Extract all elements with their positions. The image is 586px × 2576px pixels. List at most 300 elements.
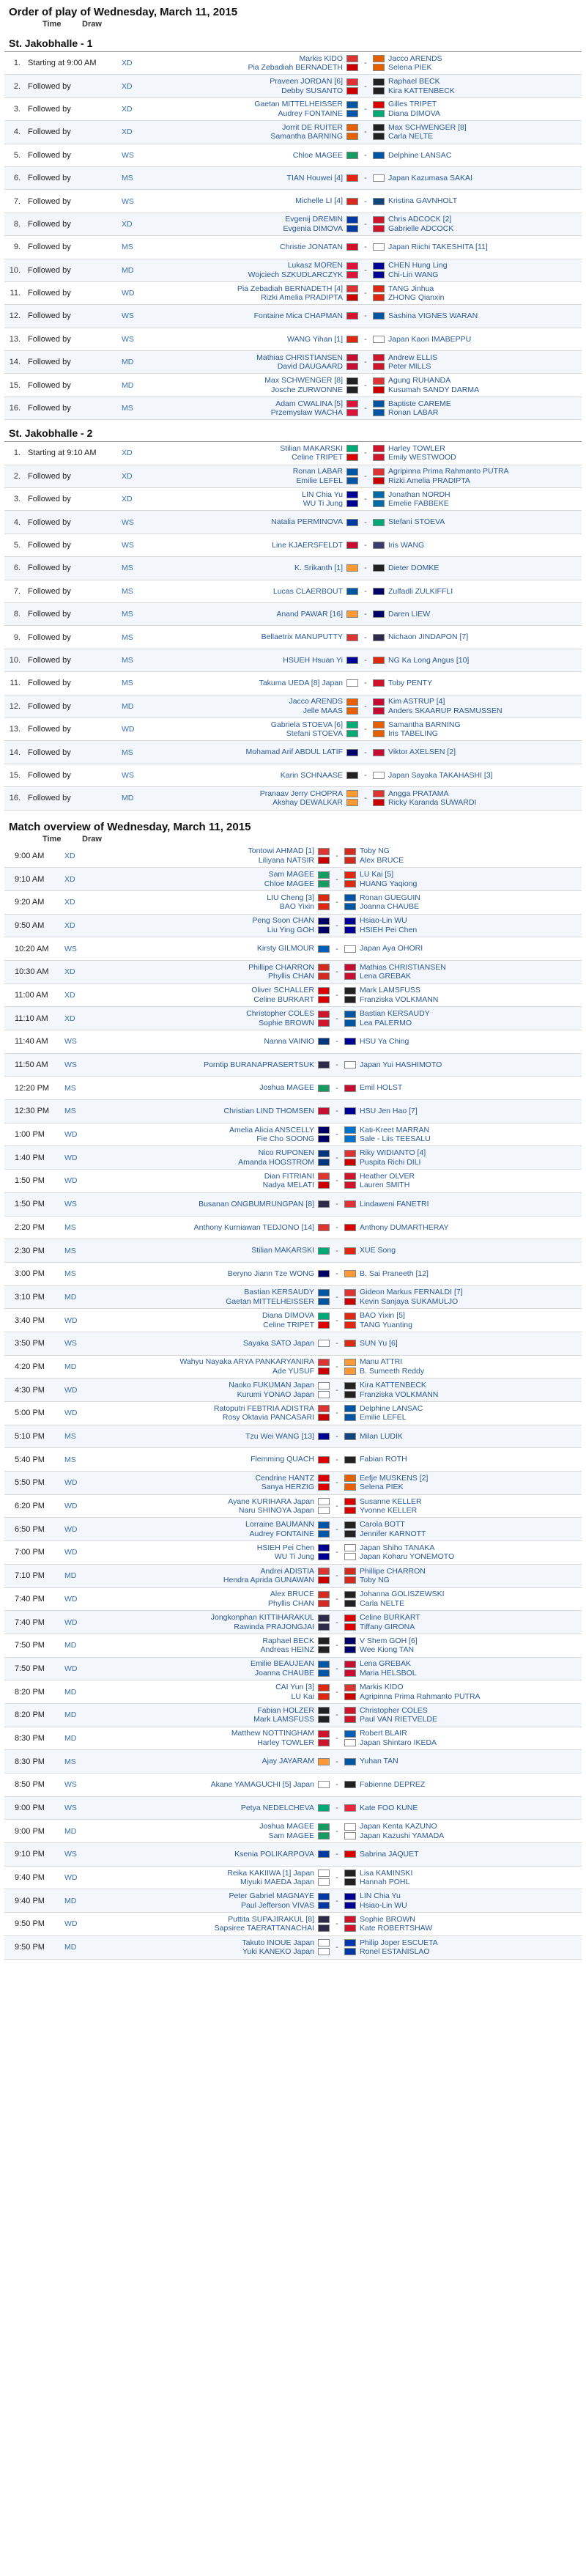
player-link[interactable]: Gaetan MITTELHEISSER — [226, 1296, 314, 1306]
player-link[interactable]: Joshua MAGEE — [259, 1083, 314, 1093]
player-link[interactable]: Iris WANG — [388, 540, 425, 550]
player-link[interactable]: Samantha BARNING — [270, 132, 343, 141]
player-link[interactable]: WU Ti Jung — [303, 499, 343, 509]
draw-link[interactable]: XD — [122, 449, 133, 458]
draw-link[interactable]: MD — [64, 1687, 77, 1697]
draw-link[interactable]: MD — [64, 1943, 77, 1952]
player-link[interactable]: Emilie LEFEL — [360, 1413, 407, 1422]
draw-link[interactable]: WD — [122, 289, 135, 298]
player-link[interactable]: Japan Shiho TANAKA — [360, 1543, 435, 1552]
player-link[interactable]: Daren LIEW — [388, 609, 431, 619]
player-link[interactable]: HSU Ya Ching — [360, 1037, 409, 1047]
player-link[interactable]: Anders SKAARUP RASMUSSEN — [388, 706, 502, 715]
player-link[interactable]: CHEN Hung Ling — [388, 261, 448, 270]
player-link[interactable]: Milan LUDIK — [360, 1431, 403, 1441]
player-link[interactable]: Kristina GAVNHOLT — [388, 196, 458, 206]
draw-link[interactable]: WD — [64, 1478, 78, 1488]
player-link[interactable]: Pia Zebadiah BERNADETH — [248, 63, 343, 73]
draw-link[interactable]: WD — [64, 1176, 78, 1186]
player-link[interactable]: Celine TRIPET — [263, 1320, 314, 1329]
player-link[interactable]: Yvonne KELLER — [360, 1506, 418, 1516]
player-link[interactable]: TANG Yuanting — [360, 1320, 412, 1329]
player-link[interactable]: Jacco ARENDS — [289, 697, 343, 706]
draw-link[interactable]: WS — [64, 1339, 77, 1348]
player-link[interactable]: Stefani STOEVA — [286, 729, 343, 739]
player-link[interactable]: Audrey FONTAINE — [278, 108, 343, 118]
draw-link[interactable]: WS — [122, 541, 134, 550]
player-link[interactable]: LU Kai [5] — [360, 870, 394, 879]
player-link[interactable]: Kira KATTENBECK — [360, 1381, 426, 1390]
player-link[interactable]: Agripinna Prima Rahmanto PUTRA — [388, 467, 509, 476]
player-link[interactable]: Adam CWALINA [5] — [275, 399, 343, 408]
draw-link[interactable]: WD — [64, 1385, 78, 1395]
player-link[interactable]: Kira KATTENBECK — [388, 86, 455, 95]
player-link[interactable]: Tontowi AHMAD [1] — [248, 846, 314, 856]
player-link[interactable]: Ronan GUEGUIN — [360, 893, 420, 902]
player-link[interactable]: Stefani STOEVA — [388, 517, 445, 527]
player-link[interactable]: Franziska VOLKMANN — [360, 994, 439, 1004]
player-link[interactable]: Japan Kenta KAZUNO — [360, 1822, 437, 1831]
draw-link[interactable]: WS — [122, 311, 134, 321]
draw-link[interactable]: XD — [64, 898, 75, 907]
draw-link[interactable]: WS — [122, 334, 134, 344]
player-link[interactable]: Chloe MAGEE — [292, 150, 343, 160]
player-link[interactable]: Harley TOWLER — [257, 1738, 314, 1747]
player-link[interactable]: Christopher COLES — [246, 1009, 314, 1019]
draw-link[interactable]: XD — [64, 874, 75, 884]
player-link[interactable]: Josche ZURWONNE — [271, 385, 343, 394]
player-link[interactable]: Riky WIDIANTO [4] — [360, 1148, 426, 1158]
draw-link[interactable]: MD — [122, 701, 134, 711]
player-link[interactable]: Liu Ying GOH — [267, 925, 314, 934]
draw-link[interactable]: WS — [64, 1780, 77, 1790]
player-link[interactable]: Kati-Kreet MARRAN — [360, 1125, 430, 1134]
player-link[interactable]: Sanya HERZIG — [261, 1483, 314, 1492]
player-link[interactable]: Sam MAGEE — [268, 870, 314, 879]
player-link[interactable]: Christie JONATAN — [280, 243, 343, 252]
draw-link[interactable]: MS — [64, 1083, 76, 1093]
player-link[interactable]: Japan Yui HASHIMOTO — [360, 1060, 442, 1069]
player-link[interactable]: Tiffany GIRONA — [360, 1622, 415, 1631]
draw-link[interactable]: MS — [122, 564, 133, 573]
player-link[interactable]: Lindaweni FANETRI — [360, 1199, 429, 1208]
draw-link[interactable]: XD — [122, 104, 133, 114]
player-link[interactable]: HSUEH Hsuan Yi — [283, 655, 343, 665]
player-link[interactable]: Sabrina JAQUET — [360, 1850, 419, 1859]
draw-link[interactable]: MS — [122, 586, 133, 596]
player-link[interactable]: Fabian ROTH — [360, 1455, 407, 1464]
player-link[interactable]: Ksenia POLIKARPOVA — [234, 1850, 314, 1859]
player-link[interactable]: Sophie BROWN — [259, 1018, 314, 1027]
player-link[interactable]: Max SCHWENGER [8] — [264, 376, 343, 385]
player-link[interactable]: Lucas CLAERBOUT — [272, 586, 343, 596]
player-link[interactable]: Jelle MAAS — [303, 706, 343, 715]
player-link[interactable]: Peng Soon CHAN — [252, 916, 314, 926]
player-link[interactable]: Gabrielle ADCOCK — [388, 224, 454, 233]
player-link[interactable]: Toby PENTY — [388, 679, 433, 688]
player-link[interactable]: TIAN Houwei [4] — [286, 173, 343, 182]
draw-link[interactable]: WD — [64, 1664, 78, 1673]
player-link[interactable]: Miyuki MAEDA Japan — [240, 1878, 314, 1887]
draw-link[interactable]: XD — [64, 851, 75, 860]
player-link[interactable]: Gideon Markus FERNALDI [7] — [360, 1288, 463, 1297]
player-link[interactable]: WU Ti Jung — [274, 1552, 314, 1562]
player-link[interactable]: Robert BLAIR — [360, 1729, 407, 1738]
player-link[interactable]: Heather OLVER — [360, 1171, 415, 1181]
player-link[interactable]: Japan Shintaro IKEDA — [360, 1738, 437, 1747]
player-link[interactable]: Anthony DUMARTHERAY — [360, 1222, 449, 1232]
draw-link[interactable]: XD — [122, 81, 133, 91]
player-link[interactable]: Max SCHWENGER [8] — [388, 122, 467, 132]
player-link[interactable]: WANG Yihan [1] — [286, 334, 343, 344]
player-link[interactable]: Takuto INOUE Japan — [242, 1938, 314, 1947]
player-link[interactable]: Joshua MAGEE — [259, 1822, 314, 1831]
player-link[interactable]: Kirsty GILMOUR — [256, 944, 314, 953]
player-link[interactable]: Anand PAWAR [16] — [276, 609, 343, 619]
player-link[interactable]: Zulfadli ZULKIFFLI — [388, 586, 453, 596]
player-link[interactable]: Kim ASTRUP [4] — [388, 697, 445, 706]
draw-link[interactable]: MD — [64, 1292, 77, 1302]
player-link[interactable]: LIU Cheng [3] — [267, 893, 314, 902]
player-link[interactable]: Petya NEDELCHEVA — [240, 1803, 314, 1812]
player-link[interactable]: Bellaetrix MANUPUTTY — [261, 632, 343, 642]
player-link[interactable]: Paul Jefferson VIVAS — [240, 1900, 314, 1910]
draw-link[interactable]: WS — [64, 944, 77, 953]
player-link[interactable]: Markis KIDO — [299, 53, 343, 63]
draw-link[interactable]: MS — [64, 1246, 76, 1255]
player-link[interactable]: Sashina VIGNES WARAN — [388, 311, 478, 321]
player-link[interactable]: CAI Yun [3] — [275, 1683, 314, 1692]
player-link[interactable]: Agripinna Prima Rahmanto PUTRA — [360, 1691, 481, 1701]
player-link[interactable]: Hsiao-Lin WU — [360, 916, 407, 926]
player-link[interactable]: Ronan LABAR — [292, 467, 343, 476]
draw-link[interactable]: WD — [64, 1873, 78, 1883]
player-link[interactable]: Angga PRATAMA — [388, 789, 449, 798]
player-link[interactable]: Wee Kiong TAN — [360, 1645, 415, 1655]
draw-link[interactable]: WS — [64, 1200, 77, 1209]
player-link[interactable]: Selena PIEK — [360, 1483, 404, 1492]
player-link[interactable]: Wojciech SZKUDLARCZYK — [248, 270, 343, 279]
player-link[interactable]: Japan Riichi TAKESHITA [11] — [388, 243, 488, 252]
player-link[interactable]: Viktor AXELSEN [2] — [388, 748, 456, 757]
player-link[interactable]: Lauren SMITH — [360, 1181, 410, 1190]
player-link[interactable]: Diana DIMOVA — [262, 1311, 314, 1321]
player-link[interactable]: NG Ka Long Angus [10] — [388, 655, 470, 665]
player-link[interactable]: Kevin Sanjaya SUKAMULJO — [360, 1296, 459, 1306]
player-link[interactable]: Delphine LANSAC — [360, 1403, 423, 1413]
player-link[interactable]: Johanna GOLISZEWSKI — [360, 1590, 445, 1599]
player-link[interactable]: Rizki Amelia PRADIPTA — [388, 476, 470, 485]
player-link[interactable]: Jorrit DE RUITER — [282, 122, 343, 132]
player-link[interactable]: Gabriela STOEVA [6] — [270, 720, 343, 729]
player-link[interactable]: Alex BRUCE — [360, 855, 404, 865]
draw-link[interactable]: MD — [122, 794, 134, 803]
player-link[interactable]: Nanna VAINIO — [264, 1037, 314, 1047]
player-link[interactable]: Mathias CHRISTIANSEN — [360, 962, 446, 972]
player-link[interactable]: Bastian KERSAUDY — [360, 1009, 430, 1019]
draw-link[interactable]: MS — [64, 1107, 76, 1116]
player-link[interactable]: Phyllis CHAN — [267, 972, 314, 981]
player-link[interactable]: Evgenia DIMOVA — [283, 224, 343, 233]
player-link[interactable]: Raphael BECK — [262, 1636, 314, 1645]
player-link[interactable]: Joanna CHAUBE — [254, 1668, 314, 1678]
player-link[interactable]: Eefje MUSKENS [2] — [360, 1473, 429, 1483]
draw-link[interactable]: MD — [122, 380, 134, 390]
player-link[interactable]: Gaetan MITTELHEISSER — [254, 100, 343, 109]
player-link[interactable]: Philip Joper ESCUETA — [360, 1938, 438, 1947]
player-link[interactable]: Chris ADCOCK [2] — [388, 215, 452, 224]
player-link[interactable]: BAO Yixin [5] — [360, 1311, 405, 1321]
player-link[interactable]: ZHONG Qianxin — [388, 293, 445, 303]
player-link[interactable]: Sayaka SATO Japan — [242, 1339, 314, 1348]
player-link[interactable]: Reika KAKIIWA [1] Japan — [227, 1868, 314, 1878]
player-link[interactable]: Stilian MAKARSKI — [251, 1246, 314, 1255]
player-link[interactable]: Baptiste CAREME — [388, 399, 451, 408]
player-link[interactable]: Ronel ESTANISLAO — [360, 1947, 430, 1957]
player-link[interactable]: Franziska VOLKMANN — [360, 1390, 439, 1399]
player-link[interactable]: Selena PIEK — [388, 63, 432, 73]
player-link[interactable]: Yuki KANEKO Japan — [242, 1947, 314, 1957]
draw-link[interactable]: WD — [64, 1153, 78, 1162]
player-link[interactable]: Sapsiree TAERATTANACHAI — [214, 1924, 314, 1933]
draw-link[interactable]: MS — [122, 174, 133, 183]
player-link[interactable]: Natalia PERMINOVA — [271, 517, 343, 527]
player-link[interactable]: Dieter DOMKE — [388, 564, 440, 573]
player-link[interactable]: Carla NELTE — [388, 132, 434, 141]
draw-link[interactable]: MS — [64, 1222, 76, 1232]
player-link[interactable]: Line KJAERSFELDT — [272, 540, 343, 550]
draw-link[interactable]: XD — [122, 471, 133, 481]
player-link[interactable]: Gilles TRIPET — [388, 100, 437, 109]
player-link[interactable]: Iris TABELING — [388, 729, 438, 739]
player-link[interactable]: Paul VAN RIETVELDE — [360, 1715, 438, 1724]
player-link[interactable]: Ronan LABAR — [388, 408, 439, 418]
player-link[interactable]: Delphine LANSAC — [388, 150, 452, 160]
player-link[interactable]: Celine BURKART — [253, 994, 314, 1004]
player-link[interactable]: Ajay JAYARAM — [262, 1757, 314, 1766]
player-link[interactable]: Oliver SCHALLER — [251, 986, 314, 995]
player-link[interactable]: Hsiao-Lin WU — [360, 1900, 407, 1910]
draw-link[interactable]: MD — [64, 1896, 77, 1905]
player-link[interactable]: Fontaine Mica CHAPMAN — [253, 311, 343, 321]
player-link[interactable]: Takuma UEDA [8] Japan — [259, 679, 343, 688]
player-link[interactable]: Karin SCHNAASE — [280, 770, 343, 780]
player-link[interactable]: Sophie BROWN — [360, 1914, 415, 1924]
player-link[interactable]: Chi-Lin WANG — [388, 270, 439, 279]
player-link[interactable]: Phyllis CHAN — [267, 1598, 314, 1608]
player-link[interactable]: Tzu Wei WANG [13] — [245, 1431, 314, 1441]
player-link[interactable]: Naoko FUKUMAN Japan — [229, 1381, 314, 1390]
draw-link[interactable]: WD — [64, 1130, 78, 1140]
player-link[interactable]: Lisa KAMINSKI — [360, 1868, 413, 1878]
player-link[interactable]: Emilie LEFEL — [296, 476, 343, 485]
draw-link[interactable]: MD — [64, 1362, 77, 1371]
player-link[interactable]: Matthew NOTTINGHAM — [231, 1729, 314, 1738]
player-link[interactable]: Emil HOLST — [360, 1083, 403, 1093]
player-link[interactable]: Beryno Jiann Tze WONG — [227, 1269, 314, 1278]
player-link[interactable]: Emilie BEAUJEAN — [251, 1659, 314, 1669]
player-link[interactable]: Emily WESTWOOD — [388, 453, 456, 462]
player-link[interactable]: Ratoputri FEBTRIA ADISTRA — [213, 1403, 314, 1413]
draw-link[interactable]: WD — [64, 1409, 78, 1418]
player-link[interactable]: Rawinda PRAJONGJAI — [234, 1622, 314, 1631]
player-link[interactable]: Mark LAMSFUSS — [360, 986, 420, 995]
draw-link[interactable]: MD — [64, 1733, 77, 1743]
draw-link[interactable]: XD — [64, 920, 75, 930]
draw-link[interactable]: XD — [122, 495, 133, 504]
player-link[interactable]: HUANG Yaqiong — [360, 879, 418, 888]
player-link[interactable]: Andreas HEINZ — [260, 1645, 314, 1655]
draw-link[interactable]: MS — [64, 1269, 76, 1279]
player-link[interactable]: Evgenij DREMIN — [285, 215, 343, 224]
player-link[interactable]: Rizki Amelia PRADIPTA — [261, 293, 343, 303]
player-link[interactable]: Sale - Liis TEESALU — [360, 1134, 431, 1144]
player-link[interactable]: HSIEH Pei Chen — [256, 1543, 314, 1552]
player-link[interactable]: Markis KIDO — [360, 1683, 404, 1692]
player-link[interactable]: Wahyu Nayaka ARYA PANKARYANIRA — [179, 1357, 314, 1367]
draw-link[interactable]: WS — [64, 1060, 77, 1070]
player-link[interactable]: Carola BOTT — [360, 1520, 405, 1529]
player-link[interactable]: Jacco ARENDS — [388, 53, 442, 63]
player-link[interactable]: Stilian MAKARSKI — [280, 443, 343, 453]
player-link[interactable]: Celine BURKART — [360, 1613, 420, 1623]
player-link[interactable]: Flemming QUACH — [251, 1455, 314, 1464]
player-link[interactable]: Praveen JORDAN [6] — [270, 77, 343, 86]
player-link[interactable]: Harley TOWLER — [388, 443, 445, 453]
player-link[interactable]: Nichaon JINDAPON [7] — [388, 632, 469, 642]
player-link[interactable]: Amanda HOGSTROM — [238, 1157, 314, 1167]
player-link[interactable]: Carla NELTE — [360, 1598, 405, 1608]
player-link[interactable]: Susanne KELLER — [360, 1496, 422, 1506]
draw-link[interactable]: MS — [64, 1455, 76, 1464]
player-link[interactable]: Japan Kazushi YAMADA — [360, 1831, 445, 1840]
draw-link[interactable]: XD — [122, 219, 133, 229]
player-link[interactable]: Busanan ONGBUMRUNGPAN [8] — [199, 1199, 314, 1208]
player-link[interactable]: Hendra Aprida GUNAWAN — [223, 1576, 314, 1585]
player-link[interactable]: Maria HELSBOL — [360, 1668, 417, 1678]
draw-link[interactable]: MS — [122, 748, 133, 757]
player-link[interactable]: Naru SHINOYA Japan — [238, 1506, 314, 1516]
player-link[interactable]: Liliyana NATSIR — [258, 855, 314, 865]
player-link[interactable]: Audrey FONTAINE — [249, 1529, 314, 1538]
player-link[interactable]: LIN Chia Yu — [360, 1892, 401, 1901]
player-link[interactable]: Jennifer KARNOTT — [360, 1529, 426, 1538]
player-link[interactable]: Celine TRIPET — [292, 453, 343, 462]
draw-link[interactable]: WS — [122, 770, 134, 780]
draw-link[interactable]: WD — [64, 1548, 78, 1557]
player-link[interactable]: Fabian HOLZER — [257, 1705, 314, 1715]
player-link[interactable]: Pranaav Jerry CHOPRA — [259, 789, 343, 798]
player-link[interactable]: Nico RUPONEN — [258, 1148, 314, 1158]
draw-link[interactable]: MS — [122, 655, 133, 665]
draw-link[interactable]: WD — [64, 1617, 78, 1627]
player-link[interactable]: Kate FOO KUNE — [360, 1803, 418, 1812]
player-link[interactable]: Mohamad Arif ABDUL LATIF — [245, 748, 343, 757]
player-link[interactable]: Chloe MAGEE — [264, 879, 314, 888]
player-link[interactable]: Toby NG — [360, 1576, 390, 1585]
draw-link[interactable]: MS — [122, 404, 133, 413]
player-link[interactable]: Phillipe CHARRON — [360, 1566, 426, 1576]
draw-link[interactable]: MS — [122, 679, 133, 688]
player-link[interactable]: Christian LIND THOMSEN — [223, 1107, 314, 1116]
player-link[interactable]: Hannah POHL — [360, 1878, 410, 1887]
player-link[interactable]: Andrew ELLIS — [388, 353, 438, 362]
player-link[interactable]: Kusumah SANDY DARMA — [388, 385, 480, 394]
player-link[interactable]: Mark LAMSFUSS — [253, 1715, 314, 1724]
draw-link[interactable]: MS — [64, 1432, 76, 1442]
player-link[interactable]: Japan Aya OHORI — [360, 944, 423, 953]
draw-link[interactable]: MS — [122, 632, 133, 642]
draw-link[interactable]: MD — [122, 358, 134, 367]
player-link[interactable]: HSU Jen Hao [7] — [360, 1107, 418, 1116]
draw-link[interactable]: WS — [64, 1850, 77, 1859]
player-link[interactable]: Mathias CHRISTIANSEN — [256, 353, 343, 362]
player-link[interactable]: Michelle LI [4] — [295, 196, 343, 206]
player-link[interactable]: Jongkonphan KITTIHARAKUL — [210, 1613, 314, 1623]
player-link[interactable]: Amelia Alicia ANSCELLY — [229, 1125, 314, 1134]
player-link[interactable]: LU Kai — [291, 1691, 314, 1701]
player-link[interactable]: TANG Jinhua — [388, 284, 434, 293]
draw-link[interactable]: XD — [122, 59, 133, 68]
player-link[interactable]: Manu ATTRI — [360, 1357, 403, 1367]
draw-link[interactable]: WD — [64, 1594, 78, 1603]
player-link[interactable]: Lea PALERMO — [360, 1018, 412, 1027]
draw-link[interactable]: WS — [64, 1804, 77, 1813]
draw-link[interactable]: XD — [64, 990, 75, 1000]
draw-link[interactable]: MS — [64, 1757, 76, 1766]
player-link[interactable]: Bastian KERSAUDY — [244, 1288, 314, 1297]
player-link[interactable]: Fabienne DEPREZ — [360, 1780, 426, 1790]
player-link[interactable]: Anthony Kurniawan TEDJONO [14] — [193, 1222, 314, 1232]
draw-link[interactable]: WD — [64, 1315, 78, 1325]
player-link[interactable]: B. Sai Praneeth [12] — [360, 1269, 429, 1278]
player-link[interactable]: HSIEH Pei Chen — [360, 925, 418, 934]
player-link[interactable]: XUE Song — [360, 1246, 396, 1255]
player-link[interactable]: Andrei ADISTIA — [260, 1566, 314, 1576]
player-link[interactable]: BAO Yixin — [279, 902, 314, 912]
player-link[interactable]: Ayane KURIHARA Japan — [228, 1496, 314, 1506]
draw-link[interactable]: MD — [64, 1710, 77, 1720]
player-link[interactable]: Dian FITRIANI — [264, 1171, 314, 1181]
draw-link[interactable]: MD — [64, 1826, 77, 1836]
player-link[interactable]: Samantha BARNING — [388, 720, 461, 729]
player-link[interactable]: Porntip BURANAPRASERTSUK — [204, 1060, 314, 1069]
player-link[interactable]: Agung RUHANDA — [388, 376, 451, 385]
player-link[interactable]: LIN Chia Yu — [302, 490, 343, 499]
draw-link[interactable]: WS — [122, 196, 134, 206]
player-link[interactable]: Lena GREBAK — [360, 1659, 412, 1669]
player-link[interactable]: Pia Zebadiah BERNADETH [4] — [237, 284, 343, 293]
player-link[interactable]: Lukasz MOREN — [287, 261, 343, 270]
player-link[interactable]: Cendrine HANTZ — [255, 1473, 314, 1483]
player-link[interactable]: Ricky Karanda SUWARDI — [388, 798, 477, 808]
player-link[interactable]: Debby SUSANTO — [281, 86, 343, 95]
player-link[interactable]: Akshay DEWALKAR — [272, 798, 343, 808]
player-link[interactable]: Ade YUSUF — [272, 1366, 314, 1376]
player-link[interactable]: Rosy Oktavia PANCASARI — [222, 1413, 314, 1422]
draw-link[interactable]: WD — [64, 1919, 78, 1929]
draw-link[interactable]: WS — [122, 517, 134, 527]
player-link[interactable]: K. Srikanth [1] — [294, 564, 343, 573]
player-link[interactable]: Japan Kaori IMABEPPU — [388, 334, 472, 344]
player-link[interactable]: Raphael BECK — [388, 77, 440, 86]
draw-link[interactable]: XD — [64, 1014, 75, 1023]
player-link[interactable]: Toby NG — [360, 846, 390, 856]
draw-link[interactable]: XD — [64, 967, 75, 977]
player-link[interactable]: SUN Yu [6] — [360, 1339, 398, 1348]
player-link[interactable]: Nadya MELATI — [262, 1181, 314, 1190]
draw-link[interactable]: MD — [64, 1571, 77, 1581]
